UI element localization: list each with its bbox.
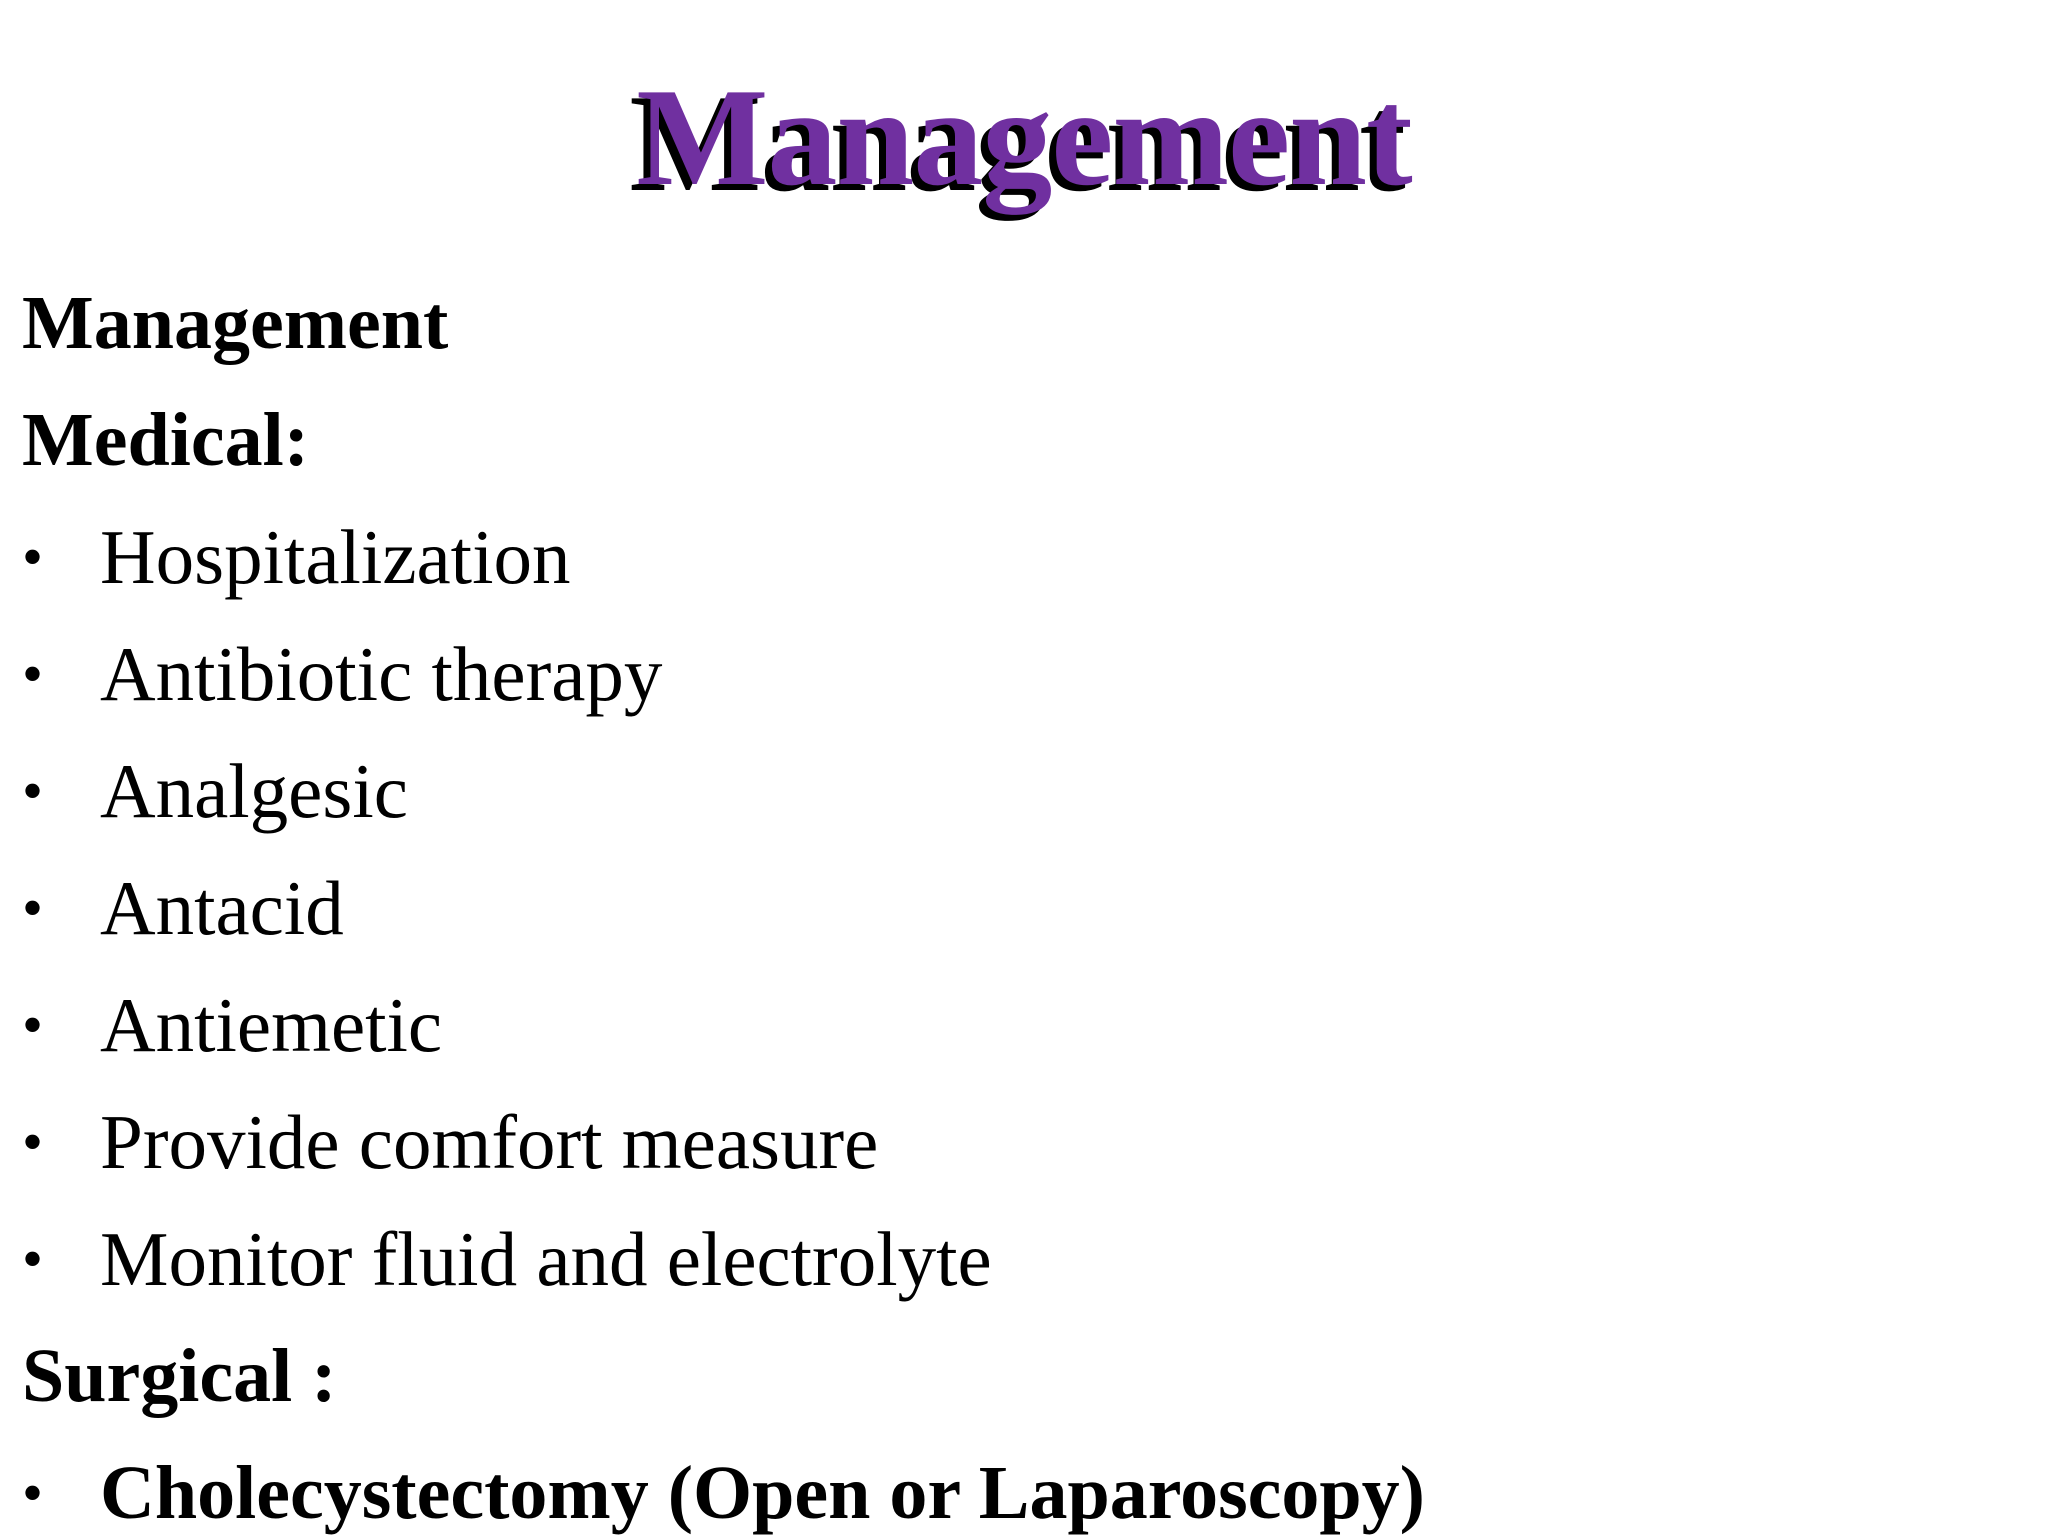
list-item: [22, 616, 2012, 733]
list-item: [22, 1201, 2012, 1318]
list-item: [22, 1435, 2012, 1536]
bullet-icon: •: [22, 1226, 44, 1292]
slide-body: [22, 265, 2012, 1536]
section-heading: Management: [22, 281, 449, 365]
list-item: [22, 850, 2012, 967]
list-item: [22, 967, 2012, 1084]
surgical-label: Surgical :: [22, 1334, 337, 1418]
bullet-icon: •: [22, 875, 44, 941]
bullet-icon: •: [22, 758, 44, 824]
bullet-icon: •: [22, 641, 44, 707]
slide-title: Management: [636, 60, 1412, 215]
list-item: [22, 733, 2012, 850]
list-item-text: Monitor fluid and electrolyte: [100, 1216, 992, 1302]
list-item-text: Cholecystectomy (Open or Laparoscopy): [100, 1451, 1425, 1535]
list-item-text: Antacid: [100, 865, 344, 951]
list-item-text: Analgesic: [100, 748, 408, 834]
list-item-text: Antibiotic therapy: [100, 631, 663, 717]
list-item-text: Hospitalization: [100, 514, 571, 600]
bullet-icon: •: [22, 1109, 44, 1175]
medical-label: Medical:: [22, 398, 310, 482]
list-item: [22, 1084, 2012, 1201]
list-item: [22, 499, 2012, 616]
bullet-icon: •: [22, 524, 44, 590]
bullet-icon: •: [22, 1460, 44, 1526]
bullet-icon: •: [22, 992, 44, 1058]
list-item-text: Provide comfort measure: [100, 1099, 879, 1185]
list-item-text: Antiemetic: [100, 982, 443, 1068]
